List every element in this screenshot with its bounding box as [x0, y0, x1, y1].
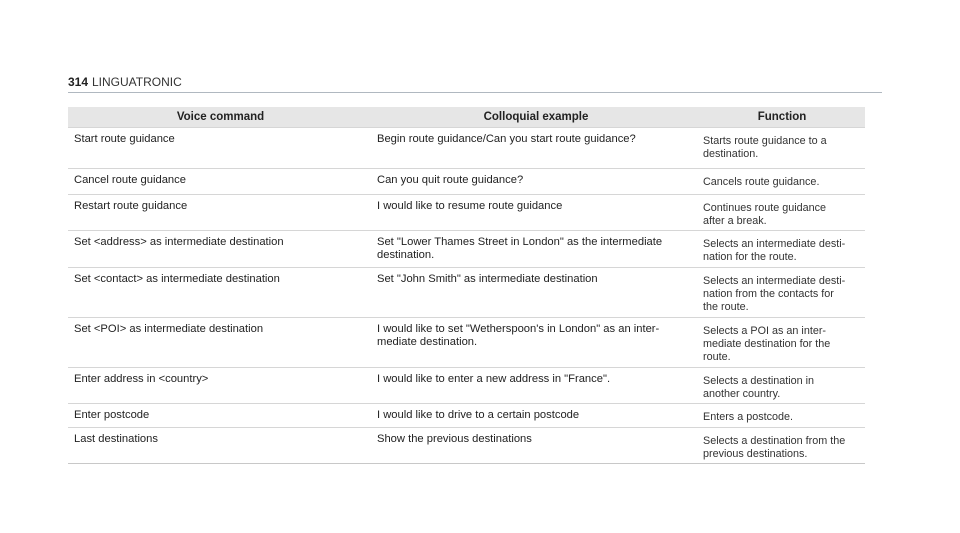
table-row [68, 267, 865, 317]
page-header [68, 72, 882, 93]
table-header-row [68, 107, 865, 127]
cell-example: Begin route guidance/Can you start route guidance? [377, 133, 636, 145]
cell-example: Can you quit route guidance? [377, 174, 524, 186]
cell-function: Selects a destination in another country. [703, 375, 815, 400]
cell-function: Selects a POI as an inter- mediate destination for the route. [703, 325, 831, 363]
cell-command: Set <contact> as intermediate destination [74, 273, 280, 285]
cell-example: I would like to set "Wetherspoon's in London" as an inter- mediate destination. [377, 323, 660, 348]
cell-command: Start route guidance [74, 133, 175, 145]
header-voice-command: Voice command [176, 111, 265, 123]
table-row [68, 403, 865, 427]
cell-command: Last destinations [74, 433, 158, 445]
table-row [68, 427, 865, 463]
cell-function: Starts route guidance to a destination. [703, 135, 827, 160]
cell-example: Set "Lower Thames Street in London" as the intermediate destination. [377, 236, 663, 261]
header-colloquial-example: Colloquial example [483, 111, 589, 123]
table-row [68, 230, 865, 267]
cell-example: I would like to drive to a certain postcode [377, 409, 580, 421]
cell-command: Cancel route guidance [74, 174, 186, 186]
cell-command: Enter address in <country> [74, 373, 209, 385]
cell-example: Set "John Smith" as intermediate destination [377, 273, 598, 285]
table-row [68, 168, 865, 194]
voice-command-table [68, 107, 865, 464]
cell-function: Selects an intermediate desti- nation from the contacts for the route. [703, 275, 846, 313]
page-number: 314 [68, 75, 89, 89]
table-row [68, 317, 865, 367]
cell-example: I would like to enter a new address in "France". [377, 373, 611, 385]
cell-function: Continues route guidance after a break. [703, 202, 827, 227]
header-function: Function [757, 111, 807, 123]
cell-function: Enters a postcode. [703, 411, 794, 423]
cell-example: I would like to resume route guidance [377, 200, 563, 212]
cell-command: Enter postcode [74, 409, 150, 421]
cell-example: Show the previous destinations [377, 433, 532, 445]
section-title: LINGUATRONIC [92, 75, 182, 89]
table-row [68, 194, 865, 230]
table-row [68, 127, 865, 168]
table-row [68, 367, 865, 403]
cell-command: Set <POI> as intermediate destination [74, 323, 264, 335]
cell-function: Selects an intermediate desti- nation for the route. [703, 238, 846, 263]
cell-command: Set <address> as intermediate destination [74, 236, 284, 248]
cell-function: Cancels route guidance. [703, 176, 820, 188]
cell-command: Restart route guidance [74, 200, 188, 212]
cell-function: Selects a destination from the previous destinations. [703, 435, 846, 460]
